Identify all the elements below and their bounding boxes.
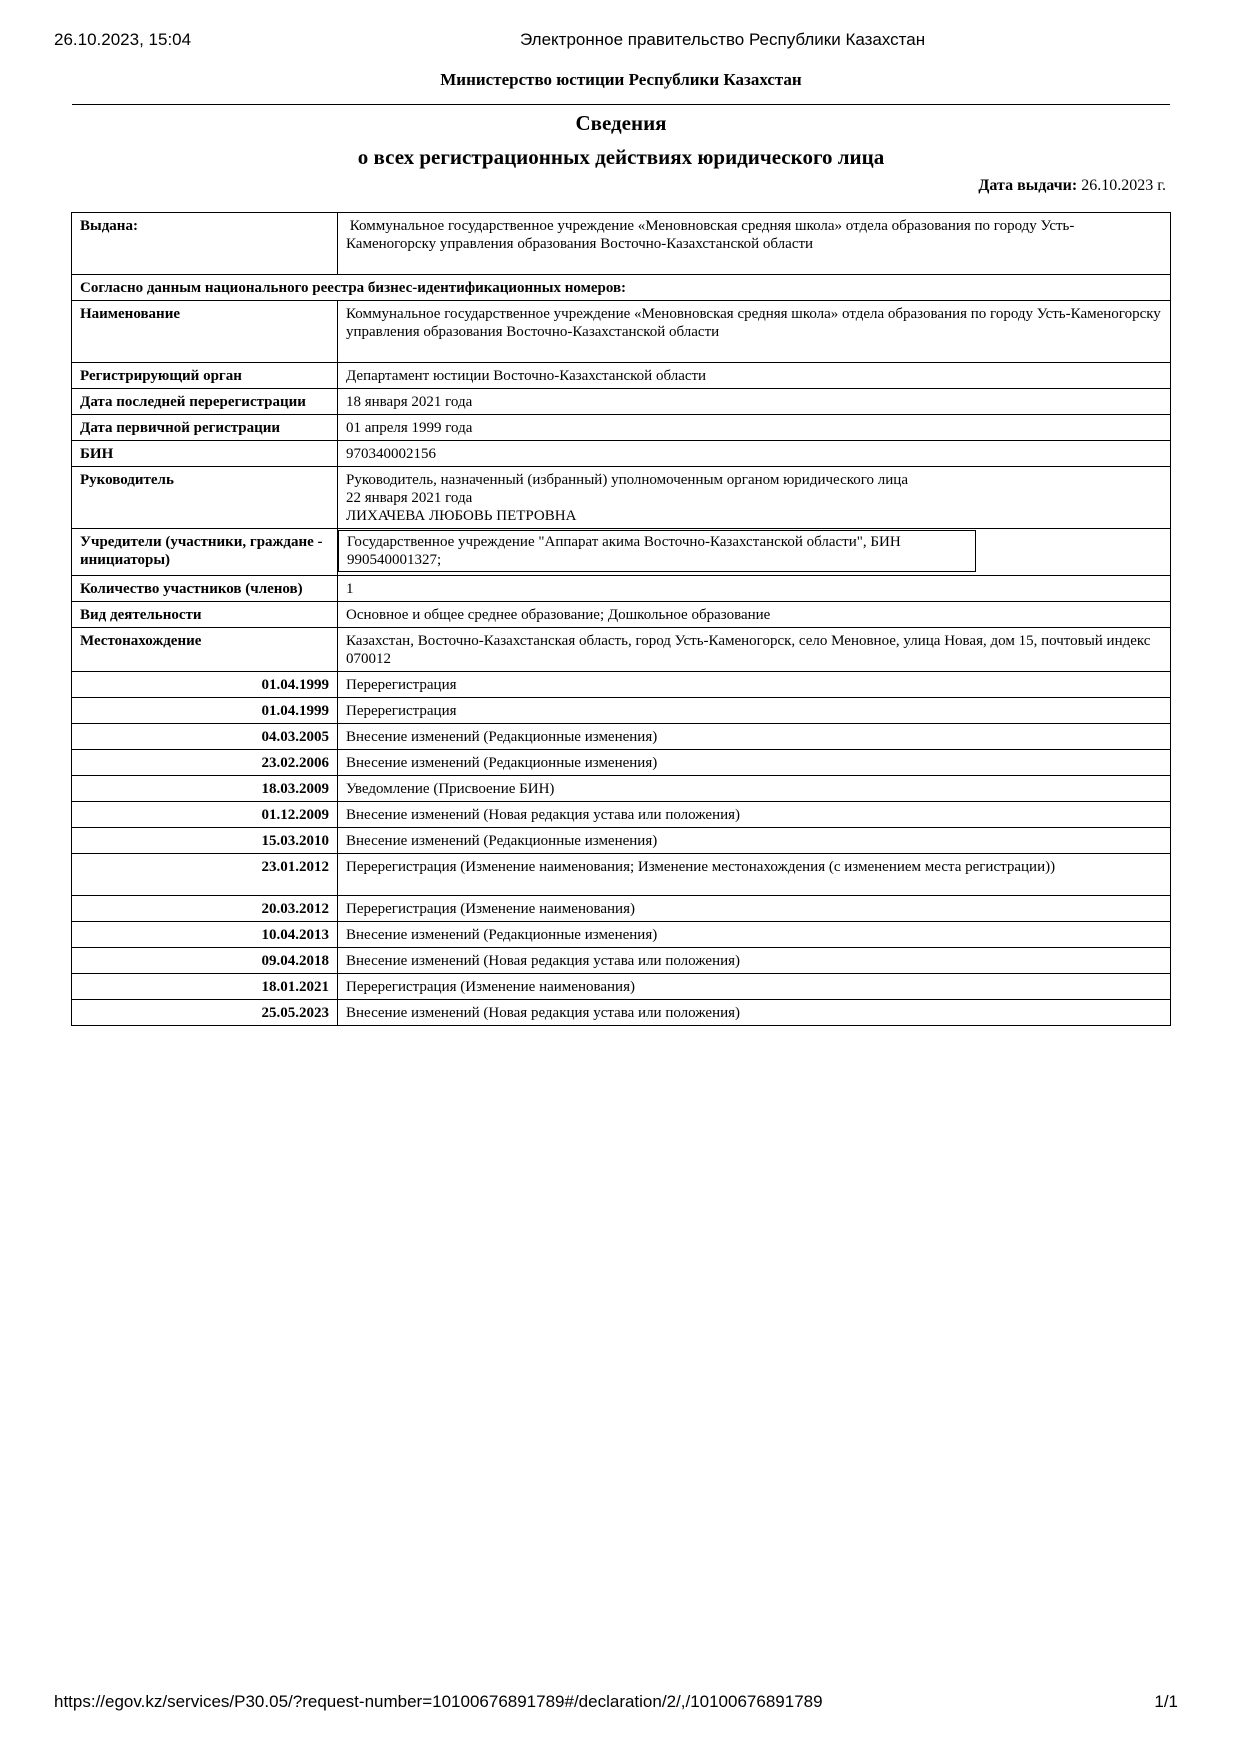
last-rereg-value: 18 января 2021 года	[338, 389, 1171, 415]
issue-date	[978, 177, 1166, 195]
action-description: Перерегистрация	[338, 672, 1171, 698]
head-position: Руководитель, назначенный (избранный) уполномоченным органом юридического лица	[346, 472, 908, 488]
head-appointed-date: 22 января 2021 года	[346, 490, 473, 506]
issued-to-label: Выдана:	[72, 213, 338, 275]
action-row	[72, 854, 1171, 896]
action-description: Внесение изменений (Редакционные изменения)	[338, 922, 1171, 948]
activity-value: Основное и общее среднее образование; Дошкольное образование	[338, 602, 1171, 628]
action-row	[72, 672, 1171, 698]
action-date: 15.03.2010	[72, 828, 338, 854]
registration-table	[71, 212, 1171, 1026]
reg-body-row	[72, 363, 1171, 389]
action-row	[72, 776, 1171, 802]
action-date: 18.01.2021	[72, 974, 338, 1000]
name-value: Коммунальное государственное учреждение «Меновновская средняя школа» отдела образования по городу Усть-Каменогорску управления образования Восточно-Казахстанской области	[338, 301, 1171, 363]
action-row	[72, 922, 1171, 948]
founders-row	[72, 529, 1171, 576]
registry-header: Согласно данным национального реестра бизнес-идентификационных номеров:	[72, 275, 1171, 301]
first-reg-label: Дата первичной регистрации	[72, 415, 338, 441]
founders-cell	[338, 529, 1171, 576]
members-count-label: Количество участников (членов)	[72, 576, 338, 602]
action-row	[72, 974, 1171, 1000]
action-date: 23.02.2006	[72, 750, 338, 776]
action-description: Перерегистрация	[338, 698, 1171, 724]
bin-label: БИН	[72, 441, 338, 467]
action-date: 04.03.2005	[72, 724, 338, 750]
head-label: Руководитель	[72, 467, 338, 529]
action-description: Внесение изменений (Новая редакция устава или положения)	[338, 1000, 1171, 1026]
bin-value: 970340002156	[338, 441, 1171, 467]
action-date: 01.04.1999	[72, 698, 338, 724]
action-description: Внесение изменений (Редакционные изменения)	[338, 828, 1171, 854]
print-url: https://egov.kz/services/P30.05/?request-number=10100676891789#/declaration/2/,/10100676891789	[54, 1692, 823, 1711]
action-date: 23.01.2012	[72, 854, 338, 896]
location-row	[72, 628, 1171, 672]
members-count-value: 1	[338, 576, 1171, 602]
founders-label: Учредители (участники, граждане - инициаторы)	[72, 529, 338, 576]
document-title: Сведения	[575, 111, 667, 135]
location-value: Казахстан, Восточно-Казахстанская область, город Усть-Каменогорск, село Меновное, улица Новая, дом 15, почтовый индекс 070012	[338, 628, 1171, 672]
action-description: Уведомление (Присвоение БИН)	[338, 776, 1171, 802]
action-row	[72, 948, 1171, 974]
last-rereg-row	[72, 389, 1171, 415]
header-divider	[72, 104, 1170, 105]
head-value	[338, 467, 1171, 529]
document-subtitle: о всех регистрационных действиях юридического лица	[357, 145, 885, 169]
print-datetime: 26.10.2023, 15:04	[54, 30, 192, 49]
ministry-heading: Министерство юстиции Республики Казахстан	[440, 70, 802, 89]
reg-body-label: Регистрирующий орган	[72, 363, 338, 389]
action-description: Перерегистрация (Изменение наименования)	[338, 974, 1171, 1000]
action-date: 20.03.2012	[72, 896, 338, 922]
action-date: 01.04.1999	[72, 672, 338, 698]
action-description: Внесение изменений (Редакционные изменения)	[338, 724, 1171, 750]
action-description: Перерегистрация (Изменение наименования)	[338, 896, 1171, 922]
action-date: 18.03.2009	[72, 776, 338, 802]
name-label: Наименование	[72, 301, 338, 363]
action-description: Внесение изменений (Новая редакция устава или положения)	[338, 802, 1171, 828]
action-description: Внесение изменений (Редакционные изменения)	[338, 750, 1171, 776]
action-description: Внесение изменений (Новая редакция устава или положения)	[338, 948, 1171, 974]
name-row	[72, 301, 1171, 363]
activity-label: Вид деятельности	[72, 602, 338, 628]
reg-body-value: Департамент юстиции Восточно-Казахстанской области	[338, 363, 1171, 389]
members-count-row	[72, 576, 1171, 602]
action-row	[72, 750, 1171, 776]
activity-row	[72, 602, 1171, 628]
location-label: Местонахождение	[72, 628, 338, 672]
issued-to-value: Коммунальное государственное учреждение «Меновновская средняя школа» отдела образования по городу Усть-Каменогорску управления образования Восточно-Казахстанской области	[338, 213, 1171, 275]
action-description: Перерегистрация (Изменение наименования; Изменение местонахождения (с изменением места регистрации))	[338, 854, 1171, 896]
head-row	[72, 467, 1171, 529]
issue-date-label: Дата выдачи:	[978, 177, 1078, 194]
print-page-number: 1/1	[1154, 1692, 1178, 1711]
print-site-title: Электронное правительство Республики Казахстан	[520, 30, 926, 49]
last-rereg-label: Дата последней перерегистрации	[72, 389, 338, 415]
action-row	[72, 828, 1171, 854]
issued-to-row	[72, 213, 1171, 275]
action-row	[72, 802, 1171, 828]
registry-header-row	[72, 275, 1171, 301]
first-reg-row	[72, 415, 1171, 441]
issue-date-value: 26.10.2023 г.	[1081, 177, 1166, 194]
first-reg-value: 01 апреля 1999 года	[338, 415, 1171, 441]
founders-value: Государственное учреждение "Аппарат акима Восточно-Казахстанской области", БИН 990540001327;	[338, 530, 976, 572]
action-row	[72, 896, 1171, 922]
bin-row	[72, 441, 1171, 467]
action-date: 09.04.2018	[72, 948, 338, 974]
action-row	[72, 698, 1171, 724]
action-row	[72, 724, 1171, 750]
action-date: 25.05.2023	[72, 1000, 338, 1026]
head-full-name: ЛИХАЧЕВА ЛЮБОВЬ ПЕТРОВНА	[346, 508, 577, 524]
action-row	[72, 1000, 1171, 1026]
action-date: 01.12.2009	[72, 802, 338, 828]
action-date: 10.04.2013	[72, 922, 338, 948]
